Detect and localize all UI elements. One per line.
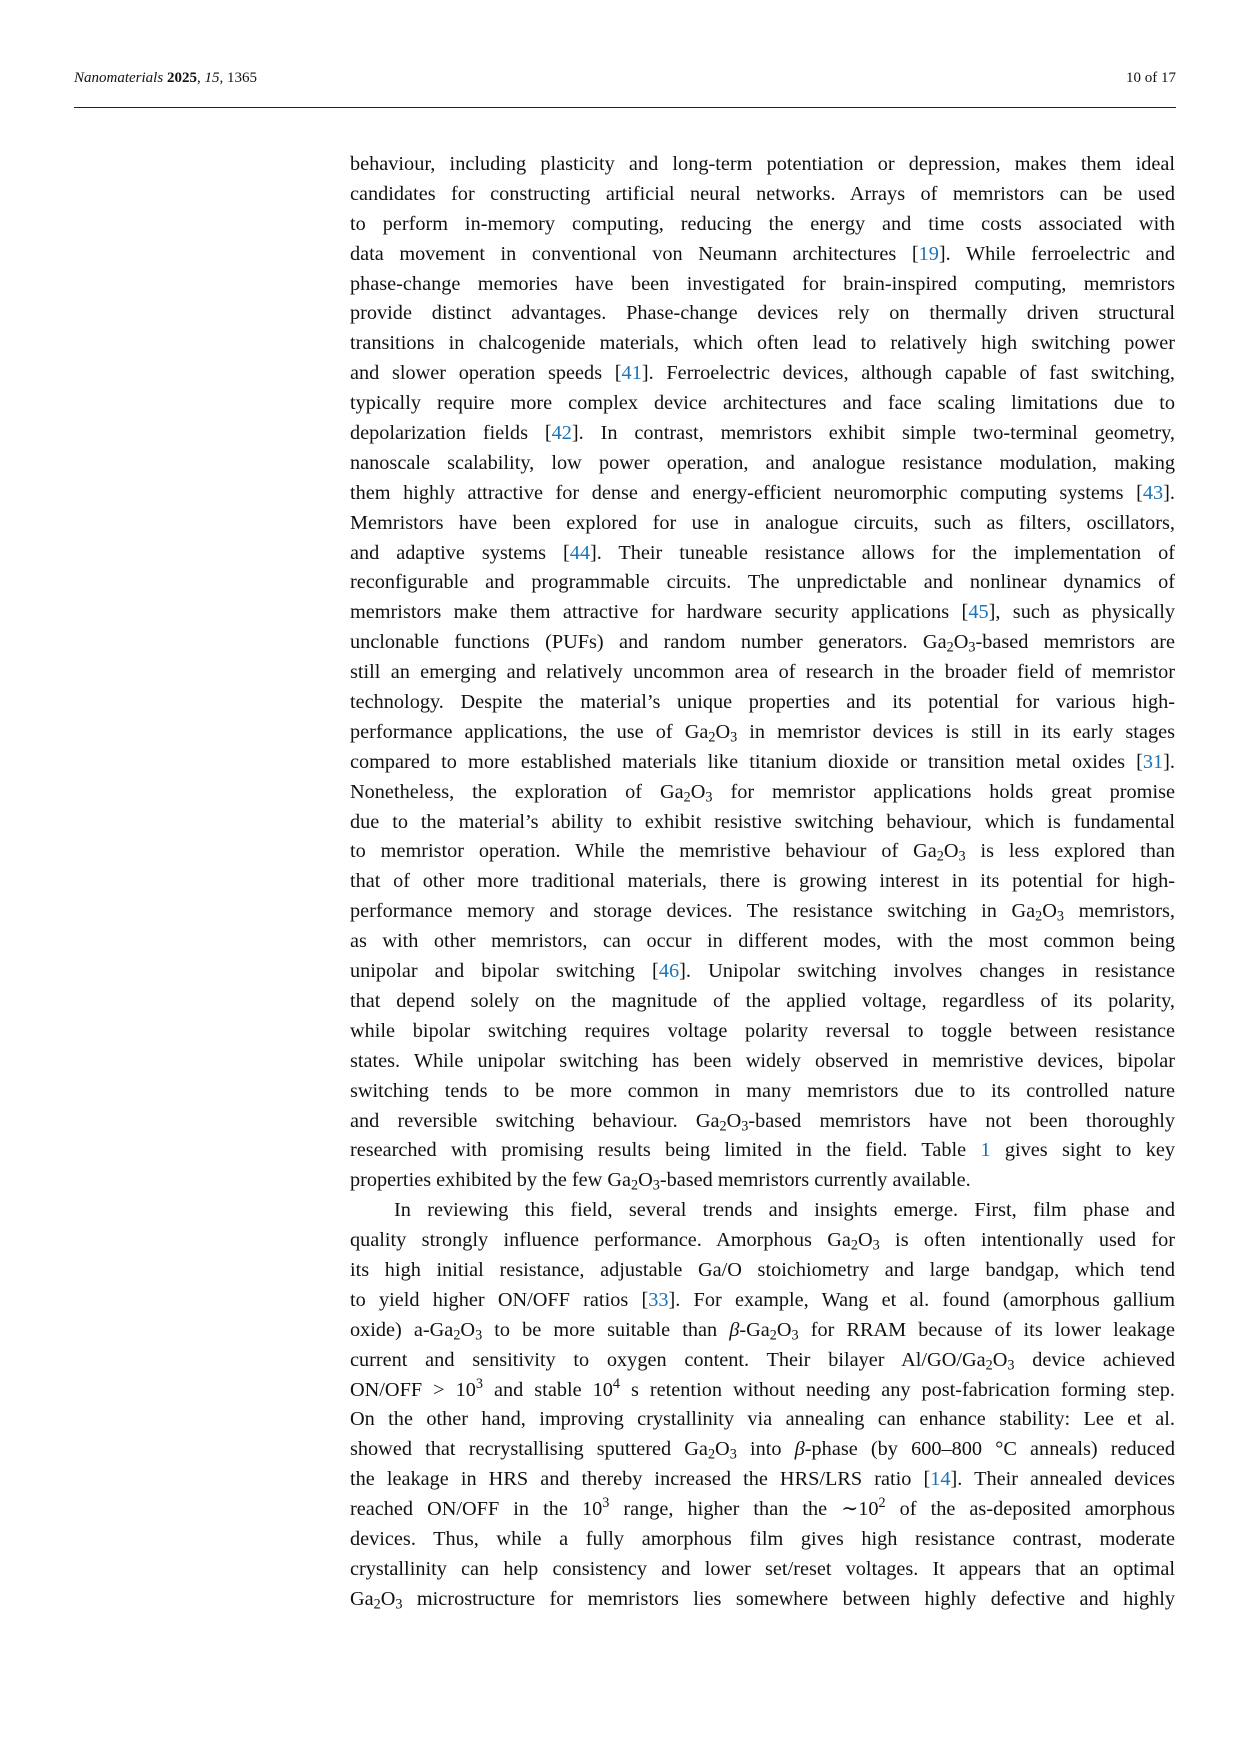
text-line: performance applications, the use of $Ga_2O_3$ in memristor devices is still in its early stages: [350, 720, 1175, 746]
text-line: compared to more established materials like titanium dioxide or transition metal oxides [31].: [350, 750, 1175, 773]
running-header: [74, 70, 1176, 94]
text-line: $Ga_2O_3$ microstructure for memristors lies somewhere between highly defective and highly: [350, 1587, 1175, 1613]
table-link[interactable]: 1: [980, 1139, 991, 1162]
text-line: technology. Despite the material’s unique properties and its potential for various high-: [350, 691, 1175, 714]
page-number: 10 of 17: [1126, 70, 1176, 86]
header-rule: [74, 107, 1176, 108]
body-text: [350, 150, 1175, 1615]
text-line: reached ON/OFF in the $10^3$ range, higher than the $\sim 10^2$ of the as-deposited amorphous: [350, 1495, 1175, 1521]
journal-citation: Nanomaterials 2025, 15, 1365: [74, 70, 257, 86]
text-line: that depend solely on the magnitude of the applied voltage, regardless of its polarity,: [350, 989, 1175, 1012]
text-line: them highly attractive for dense and energy-efficient neuromorphic computing systems [43].: [350, 481, 1175, 504]
text-line: depolarization fields [42]. In contrast, memristors exhibit simple two-terminal geometry,: [350, 422, 1175, 445]
text-line: and slower operation speeds [41]. Ferroelectric devices, although capable of fast switching,: [350, 362, 1175, 385]
citation-link[interactable]: 46: [658, 960, 680, 983]
text-line: to perform in-memory computing, reducing the energy and time costs associated with: [350, 212, 1175, 235]
text-line: On the other hand, improving crystallinity via annealing can enhance stability: Lee et al.: [350, 1408, 1175, 1431]
text-line: that of other more traditional materials, there is growing interest in its potential for high-: [350, 870, 1175, 893]
text-line: transitions in chalcogenide materials, which often lead to relatively high switching power: [350, 332, 1175, 355]
text-line: devices. Thus, while a fully amorphous film gives high resistance contrast, moderate: [350, 1527, 1175, 1550]
text-line: data movement in conventional von Neumann architectures [19]. While ferroelectric and: [350, 242, 1175, 265]
citation-link[interactable]: 43: [1142, 481, 1164, 504]
text-line: performance memory and storage devices. The resistance switching in $Ga_2O_3$ memristors,: [350, 900, 1175, 925]
text-line: to yield higher ON/OFF ratios [33]. For example, Wang et al. found (amorphous gallium: [350, 1288, 1176, 1311]
text-line: while bipolar switching requires voltage polarity reversal to toggle between resistance: [350, 1019, 1175, 1042]
citation-link[interactable]: 14: [930, 1468, 951, 1491]
text-line: its high initial resistance, adjustable Ga/O stoichiometry and large bandgap, which tend: [350, 1258, 1175, 1281]
text-line: researched with promising results being limited in the field. Table 1 gives sight to key: [350, 1139, 1176, 1162]
text-line: Memristors have been explored for use in analogue circuits, such as filters, oscillators,: [350, 511, 1175, 534]
text-line: candidates for constructing artificial neural networks. Arrays of memristors can be used: [350, 182, 1175, 205]
article-number: 1365: [226, 70, 257, 86]
citation-link[interactable]: 19: [918, 242, 939, 265]
text-line: In reviewing this field, several trends and insights emerge. First, film phase and: [394, 1199, 1175, 1222]
text-line: states. While unipolar switching has been widely observed in memristive devices, bipolar: [350, 1049, 1175, 1072]
citation-link[interactable]: 44: [569, 541, 591, 564]
text-line: and adaptive systems [44]. Their tuneable resistance allows for the implementation of: [350, 541, 1175, 564]
text-line: behaviour, including plasticity and long-term potentiation or depression, makes them ideal: [350, 153, 1175, 175]
citation-link[interactable]: 31: [1142, 750, 1164, 773]
text-line: oxide) $a-Ga_2O_3$ to be more suitable than $\beta-Ga_2O_3$ for RRAM because of its lower leakage: [350, 1318, 1175, 1344]
text-line: $ON/OFF > 10^3$ and stable $10^4$ s retention without needing any post-fabrication forming step.: [350, 1375, 1175, 1401]
citation-link[interactable]: 41: [621, 362, 642, 385]
citation-link[interactable]: 42: [551, 422, 572, 445]
text-line: phase-change memories have been investigated for brain-inspired computing, memristors: [350, 272, 1175, 295]
text-line: Nonetheless, the exploration of $Ga_2O_3$ for memristor applications holds great promise: [350, 780, 1175, 806]
text-line: showed that recrystallising sputtered $Ga_2O_3$ into β-phase (by 600–800 °C anneals) reduced: [350, 1438, 1175, 1463]
journal-name: Nanomaterials: [74, 70, 164, 86]
text-line: still an emerging and relatively uncommon area of research in the broader field of memristor: [350, 661, 1175, 684]
text-line: unclonable functions (PUFs) and random number generators. $Ga_2O_3$-based memristors are: [350, 631, 1175, 656]
text-line: current and sensitivity to oxygen content. Their bilayer $Al/GO/Ga_2O_3$ device achieved: [350, 1348, 1175, 1374]
text-line: memristors make them attractive for hardware security applications [45], such as physically: [350, 601, 1176, 624]
text-line: nanoscale scalability, low power operation, and analogue resistance modulation, making: [350, 451, 1175, 474]
journal-volume: 15: [204, 70, 220, 86]
text-line: reconfigurable and programmable circuits. The unpredictable and nonlinear dynamics of: [350, 571, 1175, 594]
text-line: quality strongly influence performance. Amorphous $Ga_2O_3$ is often intentionally used for: [350, 1229, 1175, 1254]
text-line: due to the material’s ability to exhibit resistive switching behaviour, which is fundamental: [350, 810, 1175, 833]
text-line: to memristor operation. While the memristive behaviour of $Ga_2O_3$ is less explored than: [350, 840, 1175, 866]
text-line: and reversible switching behaviour. $Ga_2O_3$-based memristors have not been thoroughly: [350, 1109, 1175, 1135]
journal-year: 2025: [166, 70, 197, 86]
citation-link[interactable]: 45: [968, 601, 989, 624]
text-line: crystallinity can help consistency and lower set/reset voltages. It appears that an optimal: [350, 1557, 1175, 1580]
text-line: provide distinct advantages. Phase-change devices rely on thermally driven structural: [350, 302, 1175, 325]
citation-link[interactable]: 33: [648, 1288, 669, 1311]
text-line: properties exhibited by the few $Ga_2O_3$-based memristors currently available.: [350, 1169, 971, 1194]
text-line: switching tends to be more common in many memristors due to its controlled nature: [350, 1079, 1175, 1102]
text-line: as with other memristors, can occur in different modes, with the most common being: [350, 930, 1175, 953]
text-line: unipolar and bipolar switching [46]. Unipolar switching involves changes in resistance: [350, 960, 1175, 983]
text-line: the leakage in HRS and thereby increased the HRS/LRS ratio [14]. Their annealed devices: [350, 1468, 1176, 1491]
text-line: typically require more complex device architectures and face scaling limitations due to: [350, 392, 1175, 415]
